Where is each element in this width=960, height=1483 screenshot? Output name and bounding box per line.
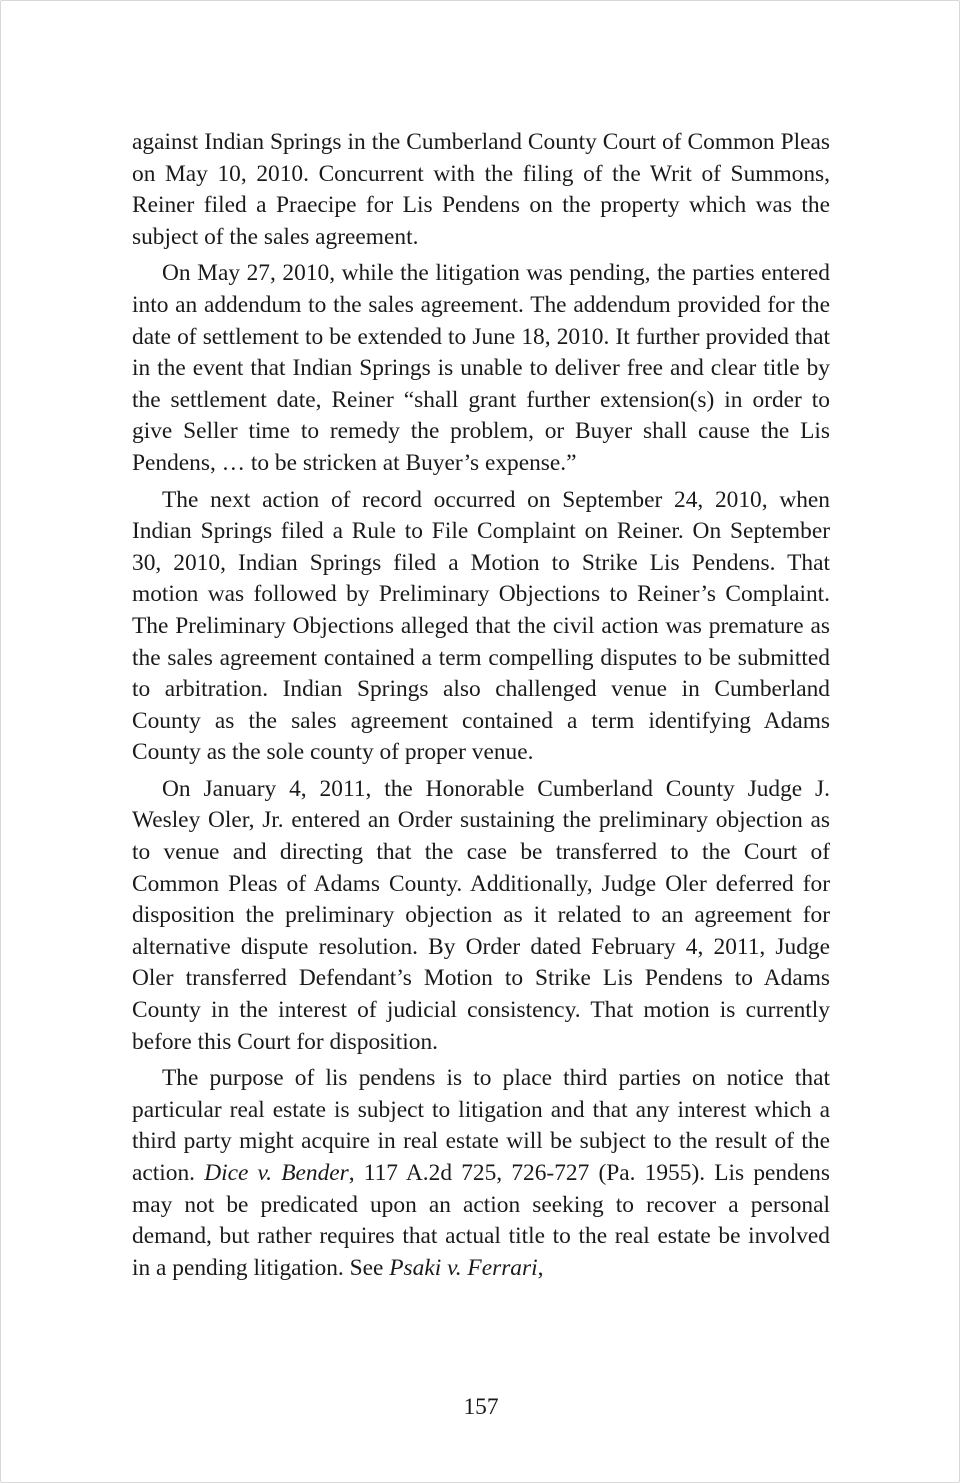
paragraph-5-part-2: , 117 A.2d 725, 726-727 (Pa. 1955). Lis pendens may not be predicated upon an action seeking to recover a personal demand, but rather requires that actual title to the real estate be involved in a pending litigation. See [132,1160,830,1281]
paragraph-5 [132,1063,830,1284]
paragraph-4: On January 4, 2011, the Honorable Cumberland County Judge J. Wesley Oler, Jr. entered an Order sustaining the preliminary objection as to venue and directing that the case be transferred to the Court of Common Pleas of Adams County. Additionally, Judge Oler deferred for disposition the preliminary objection as it related to an agreement for alternative dispute resolution. By Order dated February 4, 2011, Judge Oler transferred Defendant’s Motion to Strike Lis Pendens to Adams County in the interest of judicial consistency. That motion is currently before this Court for disposition. [132,775,830,1055]
case-citation-psaki-v-ferrari: Psaki v. Ferrari [389,1254,538,1281]
body-text [132,127,830,1289]
paragraph-2: On May 27, 2010, while the litigation was pending, the parties entered into an addendum to the sales agreement. The addendum provided for the date of settlement to be extended to June 18, 2010. It further provided that in the event that Indian Springs is unable to deliver free and clear title by the settlement date, Reiner “shall grant further extension(s) in order to give Seller time to remedy the problem, or Buyer shall cause the Lis Pendens, … to be stricken at Buyer’s expense.” [132,260,830,476]
paragraph-5-part-3: , [537,1254,544,1281]
paragraph-1: against Indian Springs in the Cumberland County Court of Common Pleas on May 10, 2010. Concurrent with the filing of the Writ of Summons, Reiner filed a Praecipe for Lis Pendens on the property which was the subject of the sales agreement. [132,129,830,250]
paragraph-5-part-1: The purpose of lis pendens is to place third parties on notice that particular real estate is subject to litigation and that any interest which a third party might acquire in real estate will be subject to the result of the action. [132,1065,830,1186]
case-citation-dice-v-bender: Dice v. Bender [204,1160,349,1186]
paragraph-3: The next action of record occurred on September 24, 2010, when Indian Springs filed a Rule to File Complaint on Reiner. On September 30, 2010, Indian Springs filed a Motion to Strike Lis Pendens. That motion was followed by Preliminary Objections to Reiner’s Complaint. The Preliminary Objections alleged that the civil action was premature as the sales agreement contained a term compelling disputes to be submitted to arbitration. Indian Springs also challenged venue in Cumberland County as the sales agreement contained a term identifying Adams County as the sole county of proper venue. [132,486,830,766]
page-number: 157 [463,1394,499,1420]
